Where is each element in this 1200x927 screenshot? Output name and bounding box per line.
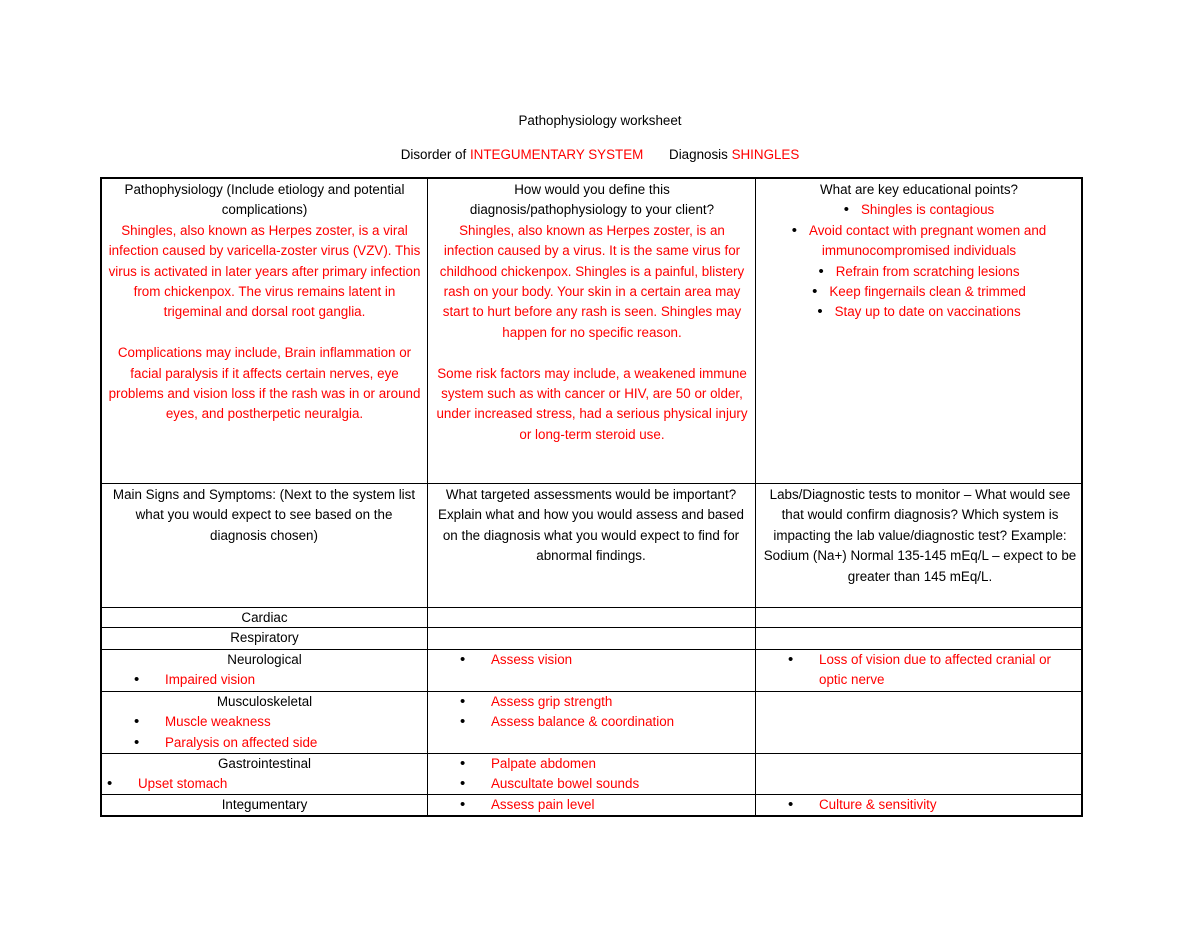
lab-item: • Loss of vision due to affected cranial or optic nerve bbox=[756, 650, 1076, 691]
system-cardiac: Cardiac bbox=[241, 610, 288, 625]
system-name: Gastrointestinal bbox=[217, 756, 312, 771]
assessment-item: • Assess vision bbox=[428, 650, 755, 670]
education-point: • Stay up to date on vaccinations bbox=[817, 303, 1021, 321]
assessment-item: • Assess balance & coordination bbox=[428, 712, 755, 732]
education-point: • Refrain from scratching lesions bbox=[818, 262, 1020, 280]
symptom-item: • Paralysis on affected side bbox=[102, 733, 427, 753]
pathophysiology-heading: Pathophysiology (Include etiology and potential complications) bbox=[124, 182, 405, 218]
symptom-item: • Upset stomach bbox=[75, 774, 427, 794]
education-point: • Keep fingernails clean & trimmed bbox=[812, 283, 1026, 301]
client-definition-heading: How would you define this diagnosis/pathophysiology to your client? bbox=[469, 182, 715, 218]
education-point: • Shingles is contagious bbox=[843, 201, 995, 219]
disorder-label: Disorder of bbox=[400, 147, 467, 162]
lab-integumentary bbox=[756, 795, 1076, 815]
assessment-integumentary bbox=[428, 795, 755, 815]
system-gastrointestinal bbox=[102, 754, 427, 795]
assessment-item: • Palpate abdomen bbox=[428, 754, 755, 774]
education-heading: What are key educational points? bbox=[819, 182, 1018, 197]
education-cell bbox=[760, 180, 1078, 323]
worksheet-table bbox=[100, 177, 1083, 817]
assessment-item: • Assess pain level bbox=[428, 795, 755, 815]
system-respiratory: Respiratory bbox=[230, 630, 299, 645]
diagnosis-label: Diagnosis bbox=[669, 147, 728, 162]
education-point: • Avoid contact with pregnant women and immunocompromised individuals bbox=[791, 221, 1047, 259]
disorder-value: INTEGUMENTARY SYSTEM bbox=[469, 147, 644, 162]
complications-text: Complications may include, Brain inflammation or facial paralysis if it affects certain nerves, eye problems and vision loss if the rash was in or around eyes, and postherpetic neuralgia. bbox=[108, 345, 421, 422]
pathophysiology-cell bbox=[106, 180, 423, 425]
symptom-item: • Impaired vision bbox=[102, 670, 427, 690]
lab-neurological bbox=[756, 650, 1076, 691]
lab-item: • Culture & sensitivity bbox=[756, 795, 1076, 815]
client-definition-cell bbox=[436, 180, 748, 445]
system-name: Neurological bbox=[227, 652, 302, 667]
diagnosis-value: SHINGLES bbox=[731, 147, 800, 162]
labs-heading: Labs/Diagnostic tests to monitor – What would see that would confirm diagnosis? Which system is impacting the lab value/diagnostic test? Example: Sodium (Na+) Normal 135-145 mEq/L – expect to be greater than 145 mEq/L. bbox=[763, 487, 1077, 584]
system-integumentary: Integumentary bbox=[221, 797, 308, 812]
assessment-item: • Assess grip strength bbox=[428, 692, 755, 712]
assessment-item: • Auscultate bowel sounds bbox=[428, 774, 755, 794]
risk-factors-text: Some risk factors may include, a weakened immune system such as with cancer or HIV, are 50 or older, under increased stress, had a serious physical injury or long-term steroid use. bbox=[436, 365, 748, 442]
assessments-heading: What targeted assessments would be important? Explain what and how you would assess and based on the diagnosis what you would expect to find for abnormal findings. bbox=[438, 487, 744, 564]
assessment-neurological bbox=[428, 650, 755, 670]
page-subtitle bbox=[0, 145, 1200, 165]
system-musculoskeletal bbox=[102, 692, 427, 753]
assessment-gastrointestinal bbox=[428, 754, 755, 795]
system-name: Musculoskeletal bbox=[216, 694, 313, 709]
pathophysiology-text: Shingles, also known as Herpes zoster, is a viral infection caused by varicella-zoster virus (VZV). This virus is activated in later years after primary infection from chickenpox. The virus remains latent in trigeminal and dorsal root ganglia. bbox=[108, 222, 421, 320]
client-definition-text: Shingles, also known as Herpes zoster, is an infection caused by a virus. It is the same virus for childhood chickenpox. Shingles is a painful, blistery rash on your body. Your skin in a certain area may start to hurt before any rash is seen. Shingles may happen for no specific reason. bbox=[439, 222, 745, 340]
assessment-musculoskeletal bbox=[428, 692, 755, 733]
page-title: Pathophysiology worksheet bbox=[518, 113, 682, 128]
signs-symptoms-heading: Main Signs and Symptoms: (Next to the system list what you would expect to see based on the diagnosis chosen) bbox=[112, 487, 416, 543]
symptom-item: • Muscle weakness bbox=[102, 712, 427, 732]
system-neurological bbox=[102, 650, 427, 691]
